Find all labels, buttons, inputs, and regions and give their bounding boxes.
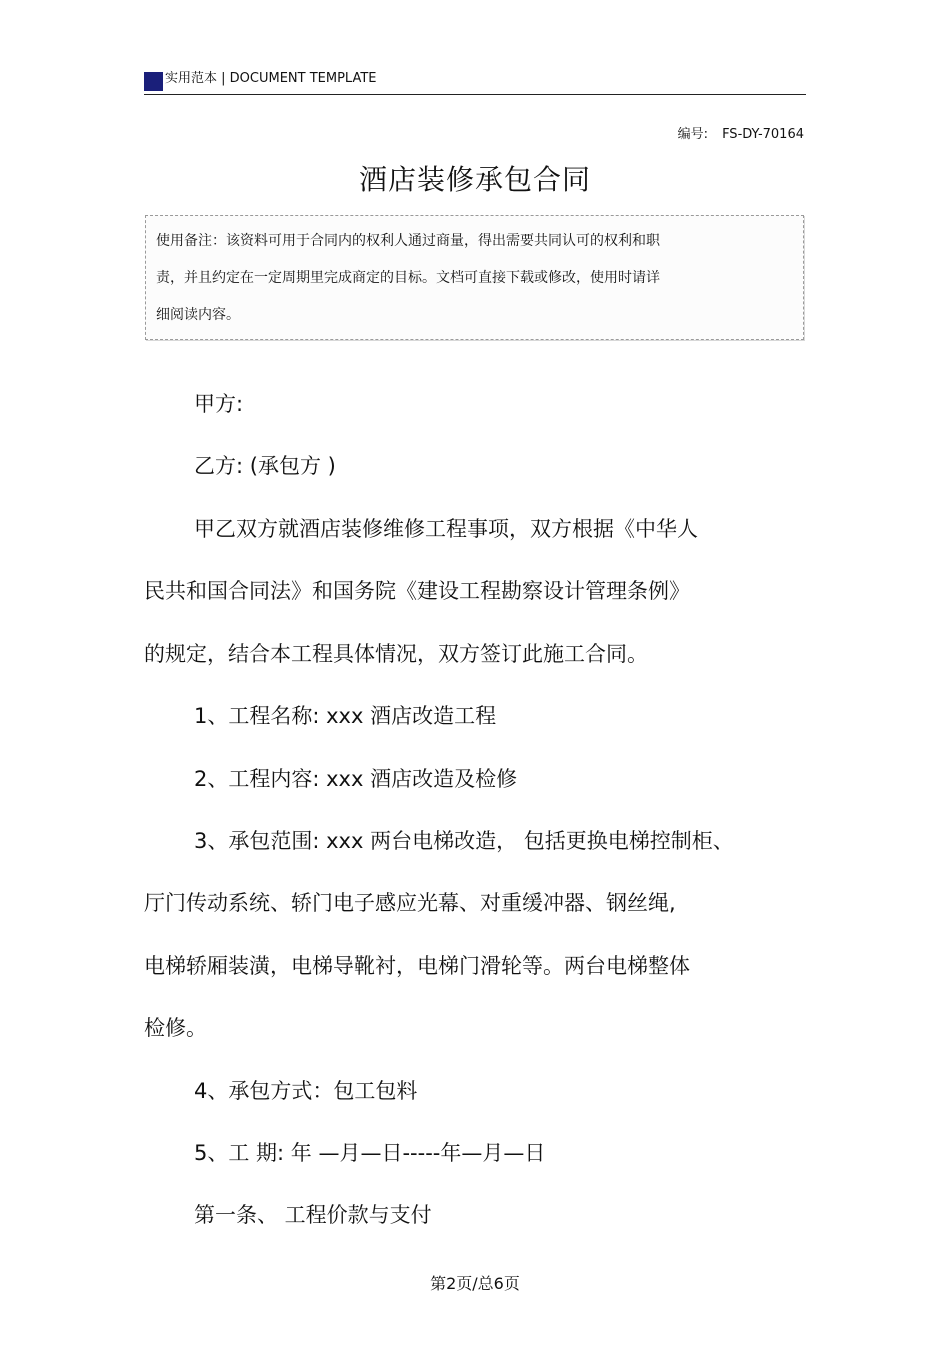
notice-line: 细阅读内容。 xyxy=(156,307,240,323)
notice-line: 责，并且约定在一定周期里完成商定的目标。文档可直接下载或修改，使用时请详 xyxy=(156,270,660,286)
page-counter: 第2页/总6页 xyxy=(430,1274,520,1293)
notice-line: 使用备注：该资料可用于合同内的权利人通过商量，得出需要共同认可的权利和职 xyxy=(156,233,660,249)
body-paragraph-line: 民共和国合同法》和国务院《建设工程勘察设计管理条例》 xyxy=(144,579,690,603)
scope-line: 厅门传动系统、轿门电子感应光幕、对重缓冲器、钢丝绳, xyxy=(144,891,676,915)
scope-line: 3、承包范围: xxx 两台电梯改造， 包括更换电梯控制柜、 xyxy=(194,829,734,853)
party-b-line: 乙方: (承包方 ) xyxy=(194,454,336,478)
scope-line: 电梯轿厢装潢，电梯导靴衬，电梯门滑轮等。两台电梯整体 xyxy=(144,954,690,978)
article-heading: 第一条、 工程价款与支付 xyxy=(194,1203,432,1227)
header-text: 实用范本 | DOCUMENT TEMPLATE xyxy=(165,71,377,86)
document-number xyxy=(678,127,804,143)
usage-notice-box xyxy=(145,215,804,340)
project-name-line: 1、工程名称: xxx 酒店改造工程 xyxy=(194,704,497,728)
contract-method-line: 4、承包方式：包工包料 xyxy=(194,1079,418,1103)
party-a-line: 甲方: xyxy=(194,392,244,416)
document-header xyxy=(144,68,806,95)
body-paragraph-line: 的规定，结合本工程具体情况，双方签订此施工合同。 xyxy=(144,642,648,666)
scope-line: 检修。 xyxy=(144,1016,207,1040)
header-logo-square xyxy=(144,72,163,91)
body-paragraph-line: 甲乙双方就酒店装修维修工程事项，双方根据《中华人 xyxy=(194,517,698,541)
project-content-line: 2、工程内容: xxx 酒店改造及检修 xyxy=(194,767,518,791)
document-number-label: 编号: xyxy=(677,127,709,142)
schedule-line: 5、工 期: 年 —月—日-----年—月—日 xyxy=(194,1141,546,1165)
document-title: 酒店装修承包合同 xyxy=(358,163,591,196)
document-number-value: FS-DY-70164 xyxy=(722,127,804,142)
